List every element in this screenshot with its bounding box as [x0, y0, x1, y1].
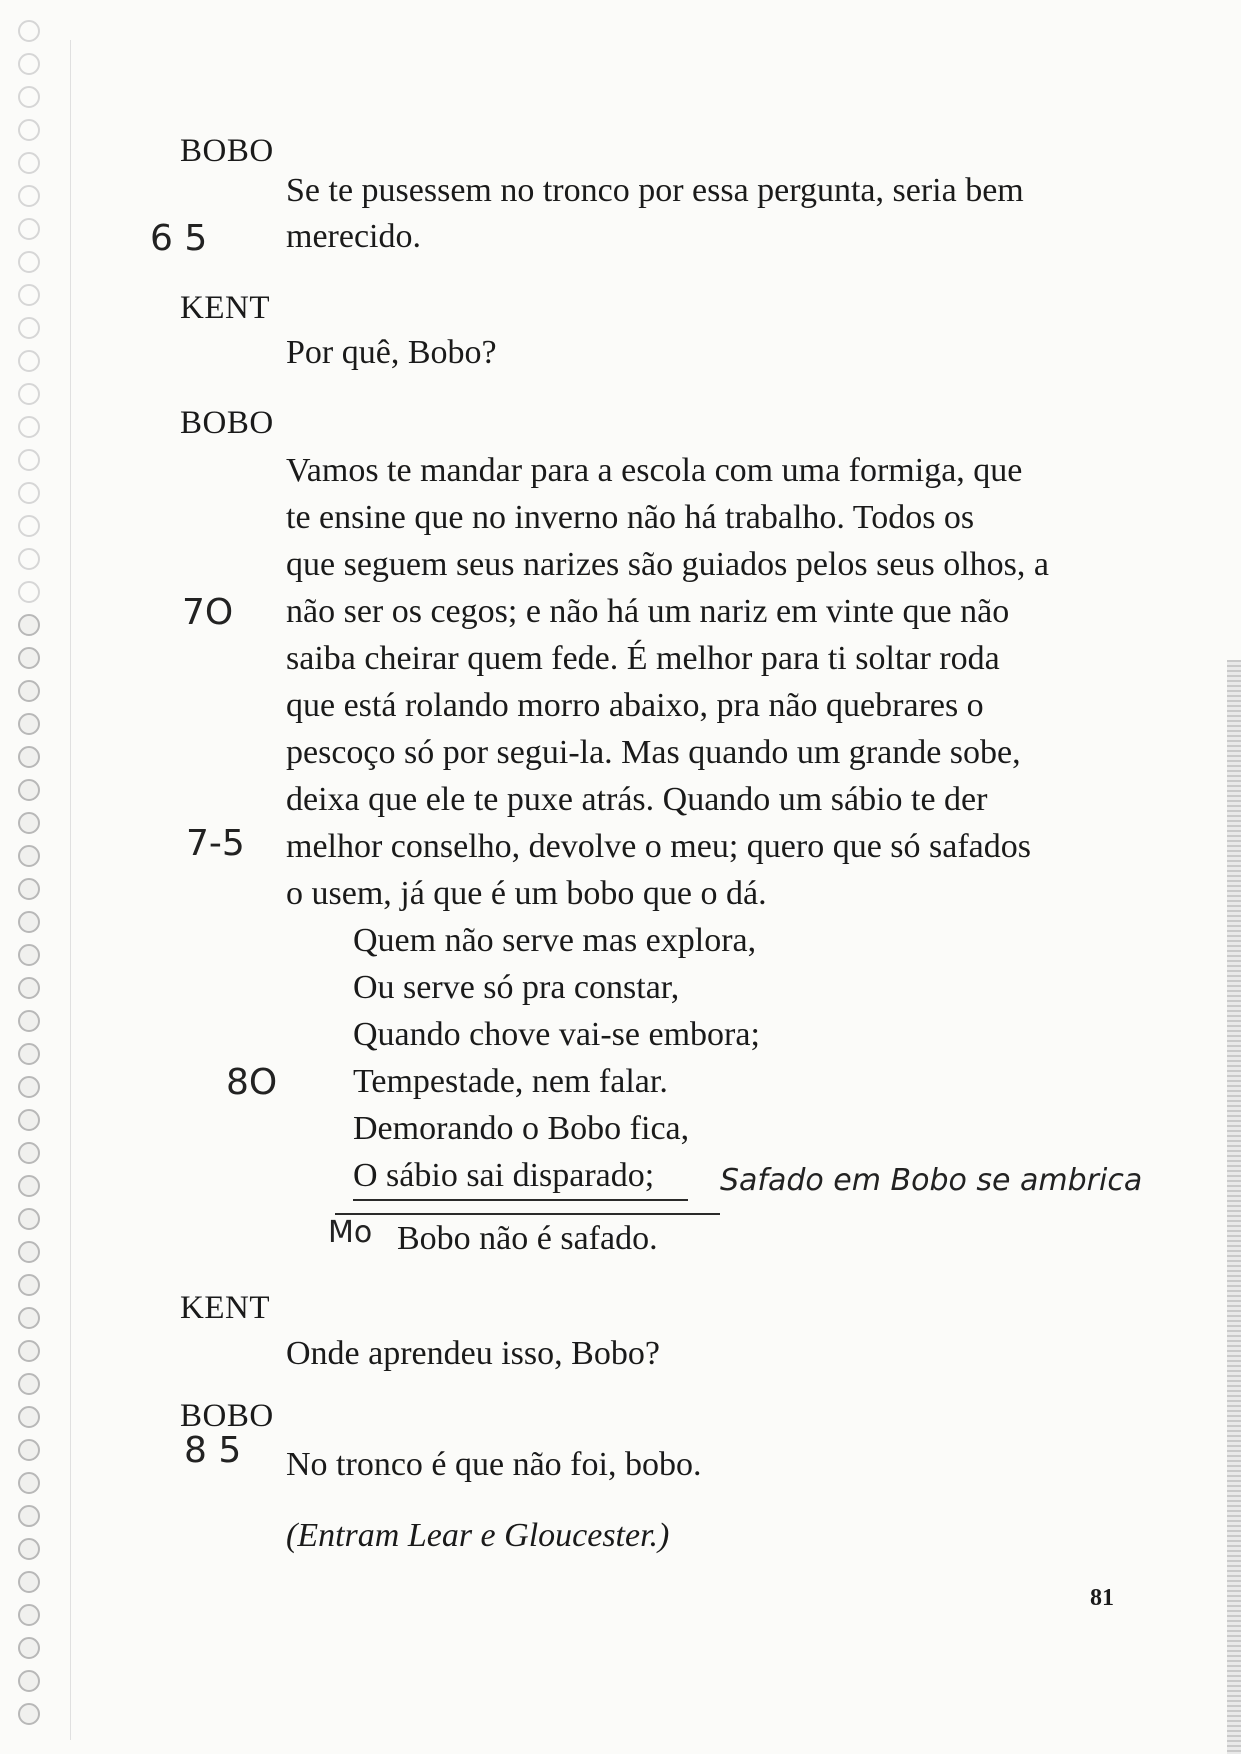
binding-hole: [18, 185, 40, 207]
dialogue-line: Vamos te mandar para a escola com uma formiga, que: [286, 452, 1023, 489]
margin-line-number: 6 5: [150, 218, 208, 259]
verse-line: Bobo não é safado.: [397, 1220, 658, 1257]
binding-hole: [18, 614, 40, 636]
margin-line-number: 8 5: [184, 1430, 242, 1471]
binding-hole: [18, 20, 40, 42]
binding-hole: [18, 647, 40, 669]
binding-hole: [18, 482, 40, 504]
binding-hole: [18, 977, 40, 999]
verse-line: Tempestade, nem falar.: [353, 1063, 668, 1100]
dialogue-line: Se te pusessem no tronco por essa pergunta, seria bem: [286, 172, 1024, 209]
binding-hole: [18, 1109, 40, 1131]
page-edge-shadow: [1227, 660, 1241, 1754]
binding-hole: [18, 449, 40, 471]
speaker-name: BOBO: [180, 133, 274, 169]
binding-hole: [18, 1571, 40, 1593]
dialogue-line: merecido.: [286, 218, 421, 255]
dialogue-line: melhor conselho, devolve o meu; quero que só safados: [286, 828, 1031, 865]
binding-hole: [18, 680, 40, 702]
binding-hole: [18, 779, 40, 801]
binding-hole: [18, 1604, 40, 1626]
binding-hole: [18, 944, 40, 966]
binding-hole: [18, 1307, 40, 1329]
binding-hole: [18, 812, 40, 834]
binding-hole: [18, 845, 40, 867]
verse-line: Quando chove vai-se embora;: [353, 1016, 760, 1053]
binding-hole: [18, 1142, 40, 1164]
margin-line-number: 7-5: [186, 823, 245, 864]
binding-hole: [18, 53, 40, 75]
dialogue-line: pescoço só por segui-la. Mas quando um grande sobe,: [286, 734, 1021, 771]
speaker-name: BOBO: [180, 405, 274, 441]
speaker-name: KENT: [180, 1290, 270, 1326]
handwritten-correction: Mo: [328, 1215, 373, 1250]
binding-hole: [18, 1637, 40, 1659]
binding-hole: [18, 1010, 40, 1032]
binding-hole: [18, 1703, 40, 1725]
binding-hole: [18, 1505, 40, 1527]
binding-hole: [18, 746, 40, 768]
verse-line: Demorando o Bobo fica,: [353, 1110, 690, 1147]
dialogue-line: o usem, já que é um bobo que o dá.: [286, 875, 767, 912]
binding-hole: [18, 911, 40, 933]
binding-hole: [18, 284, 40, 306]
binding-hole: [18, 515, 40, 537]
binding-hole: [18, 1274, 40, 1296]
verse-line: Ou serve só pra constar,: [353, 969, 680, 1006]
binding-hole: [18, 1175, 40, 1197]
binding-hole: [18, 878, 40, 900]
dialogue-line: não ser os cegos; e não há um nariz em vinte que não: [286, 593, 1010, 630]
margin-line-number: 8O: [226, 1062, 278, 1103]
binding-hole: [18, 317, 40, 339]
binding-hole: [18, 86, 40, 108]
dialogue-line: Onde aprendeu isso, Bobo?: [286, 1335, 660, 1372]
dialogue-line: que está rolando morro abaixo, pra não quebrares o: [286, 687, 984, 724]
binding-hole: [18, 548, 40, 570]
binding-hole: [18, 119, 40, 141]
binding-hole: [18, 1340, 40, 1362]
binding-hole: [18, 713, 40, 735]
binding-hole: [18, 1076, 40, 1098]
spiral-binding: [18, 20, 58, 1750]
binding-hole: [18, 251, 40, 273]
binding-hole: [18, 350, 40, 372]
dialogue-line: No tronco é que não foi, bobo.: [286, 1446, 702, 1483]
binding-hole: [18, 218, 40, 240]
dialogue-line: Por quê, Bobo?: [286, 334, 497, 371]
binding-hole: [18, 1670, 40, 1692]
binding-hole: [18, 1406, 40, 1428]
handwritten-underline: [353, 1199, 688, 1201]
binding-hole: [18, 416, 40, 438]
binding-hole: [18, 1472, 40, 1494]
dialogue-line: deixa que ele te puxe atrás. Quando um sábio te der: [286, 781, 988, 818]
dialogue-line: saiba cheirar quem fede. É melhor para ti soltar roda: [286, 640, 1000, 677]
verse-line: O sábio sai disparado;: [353, 1157, 655, 1194]
binding-hole: [18, 152, 40, 174]
page-number: 81: [1090, 1585, 1114, 1611]
binding-hole: [18, 1538, 40, 1560]
stage-direction: (Entram Lear e Gloucester.): [286, 1517, 670, 1554]
binding-hole: [18, 1043, 40, 1065]
binding-hole: [18, 383, 40, 405]
binding-hole: [18, 1439, 40, 1461]
margin-line-number: 7O: [182, 592, 234, 633]
binding-hole: [18, 1241, 40, 1263]
handwritten-underline: [335, 1213, 720, 1215]
dialogue-line: que seguem seus narizes são guiados pelos seus olhos, a: [286, 546, 1049, 583]
binding-hole: [18, 581, 40, 603]
verse-line: Quem não serve mas explora,: [353, 922, 757, 959]
speaker-name: BOBO: [180, 1398, 274, 1434]
binding-hole: [18, 1208, 40, 1230]
binding-hole: [18, 1373, 40, 1395]
binding-edge-line: [70, 40, 71, 1740]
dialogue-line: te ensine que no inverno não há trabalho. Todos os: [286, 499, 975, 536]
speaker-name: KENT: [180, 290, 270, 326]
handwritten-note: Safado em Bobo se ambrica: [720, 1163, 1143, 1198]
